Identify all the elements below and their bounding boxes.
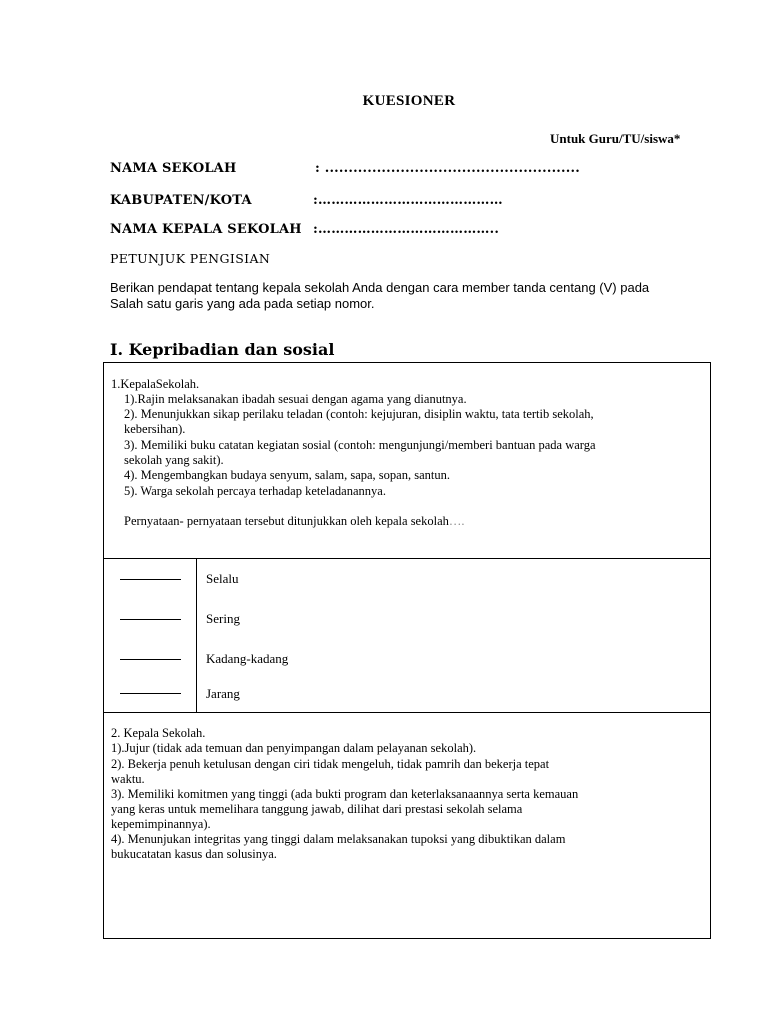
item-2-line: kepemimpinannya). bbox=[111, 817, 211, 831]
instructions-line: Berikan pendapat tentang kepala sekolah Anda dengan cara member tanda centang (V) pada bbox=[110, 280, 650, 295]
instructions-line: Salah satu garis yang ada pada setiap nomor. bbox=[110, 296, 375, 311]
section-heading: I. Kepribadian dan sosial bbox=[110, 340, 335, 359]
answer-line-sering[interactable] bbox=[120, 619, 181, 620]
field-value-blank: :…………………………………… bbox=[313, 193, 503, 208]
item-2-line: 3). Memiliki komitmen yang tinggi (ada bukti program dan keterlaksanaannya serta kemauan bbox=[111, 787, 579, 801]
item-2-line: 1).Jujur (tidak ada temuan dan penyimpangan dalam pelayanan sekolah). bbox=[111, 741, 477, 755]
option-label-sering: Sering bbox=[206, 611, 240, 626]
option-label-selalu: Selalu bbox=[206, 571, 239, 586]
instructions-text bbox=[110, 280, 710, 312]
page-title: KUESIONER bbox=[362, 93, 456, 109]
item-2-line: 4). Menunjukan integritas yang tinggi dalam melaksanakan tupoksi yang dibuktikan dalam bbox=[111, 832, 566, 846]
answer-line-jarang[interactable] bbox=[120, 693, 181, 694]
item-2-line: 2). Bekerja penuh ketulusan dengan ciri tidak mengeluh, tidak pamrih dan bekerja tepat bbox=[111, 757, 550, 771]
options-divider bbox=[196, 559, 197, 712]
option-label-jarang: Jarang bbox=[206, 686, 240, 701]
item-1-title: 1.KepalaSekolah. bbox=[111, 377, 200, 391]
answer-options-box bbox=[103, 558, 711, 713]
item-1-statement-line: 3). Memiliki buku catatan kegiatan sosial (contoh: mengunjungi/memberi bantuan pada warga bbox=[124, 438, 596, 452]
field-label: NAMA KEPALA SEKOLAH bbox=[110, 222, 302, 237]
item-1-statement-line: sekolah yang sakit). bbox=[124, 453, 224, 467]
item-1-statement-line: 2). Menunjukkan sikap perilaku teladan (contoh: kejujuran, disiplin waktu, tata tertib sekolah, bbox=[124, 407, 594, 421]
field-value-blank: :………………………………….. bbox=[313, 222, 500, 237]
instructions-heading: PETUNJUK PENGISIAN bbox=[110, 251, 271, 266]
item-2-line: bukucatatan kasus dan solusinya. bbox=[111, 847, 277, 861]
field-kabupaten-kota bbox=[110, 193, 503, 208]
item-2-line: 2. Kepala Sekolah. bbox=[111, 726, 206, 740]
item-1-prompt-text: Pernyataan- pernyataan tersebut ditunjukkan oleh kepala sekolah bbox=[124, 514, 449, 528]
item-1-prompt bbox=[124, 514, 465, 530]
field-value-blank: : ...................................................... bbox=[315, 161, 580, 176]
item-2-line: yang keras untuk memelihara tanggung jawab, dilihat dari prestasi sekolah selama bbox=[111, 802, 523, 816]
option-label-kadang-kadang: Kadang-kadang bbox=[206, 651, 289, 666]
field-label: NAMA SEKOLAH bbox=[110, 161, 237, 176]
item-1-statement-line: 4). Mengembangkan budaya senyum, salam, sapa, sopan, santun. bbox=[124, 468, 450, 482]
target-respondents: Untuk Guru/TU/siswa* bbox=[550, 131, 681, 146]
item-1-prompt-dots: …. bbox=[448, 514, 465, 528]
answer-line-kadang-kadang[interactable] bbox=[120, 659, 181, 660]
field-label: KABUPATEN/KOTA bbox=[110, 193, 252, 208]
item-1-statement-line: kebersihan). bbox=[124, 422, 186, 436]
item-1-statement-line: 5). Warga sekolah percaya terhadap keteladanannya. bbox=[124, 484, 386, 498]
answer-line-selalu[interactable] bbox=[120, 579, 181, 580]
item-2-line: waktu. bbox=[111, 772, 145, 786]
field-nama-sekolah bbox=[110, 161, 580, 176]
field-nama-kepala-sekolah bbox=[110, 222, 500, 237]
item-1-statement-line: 1).Rajin melaksanakan ibadah sesuai dengan agama yang dianutnya. bbox=[124, 392, 467, 406]
